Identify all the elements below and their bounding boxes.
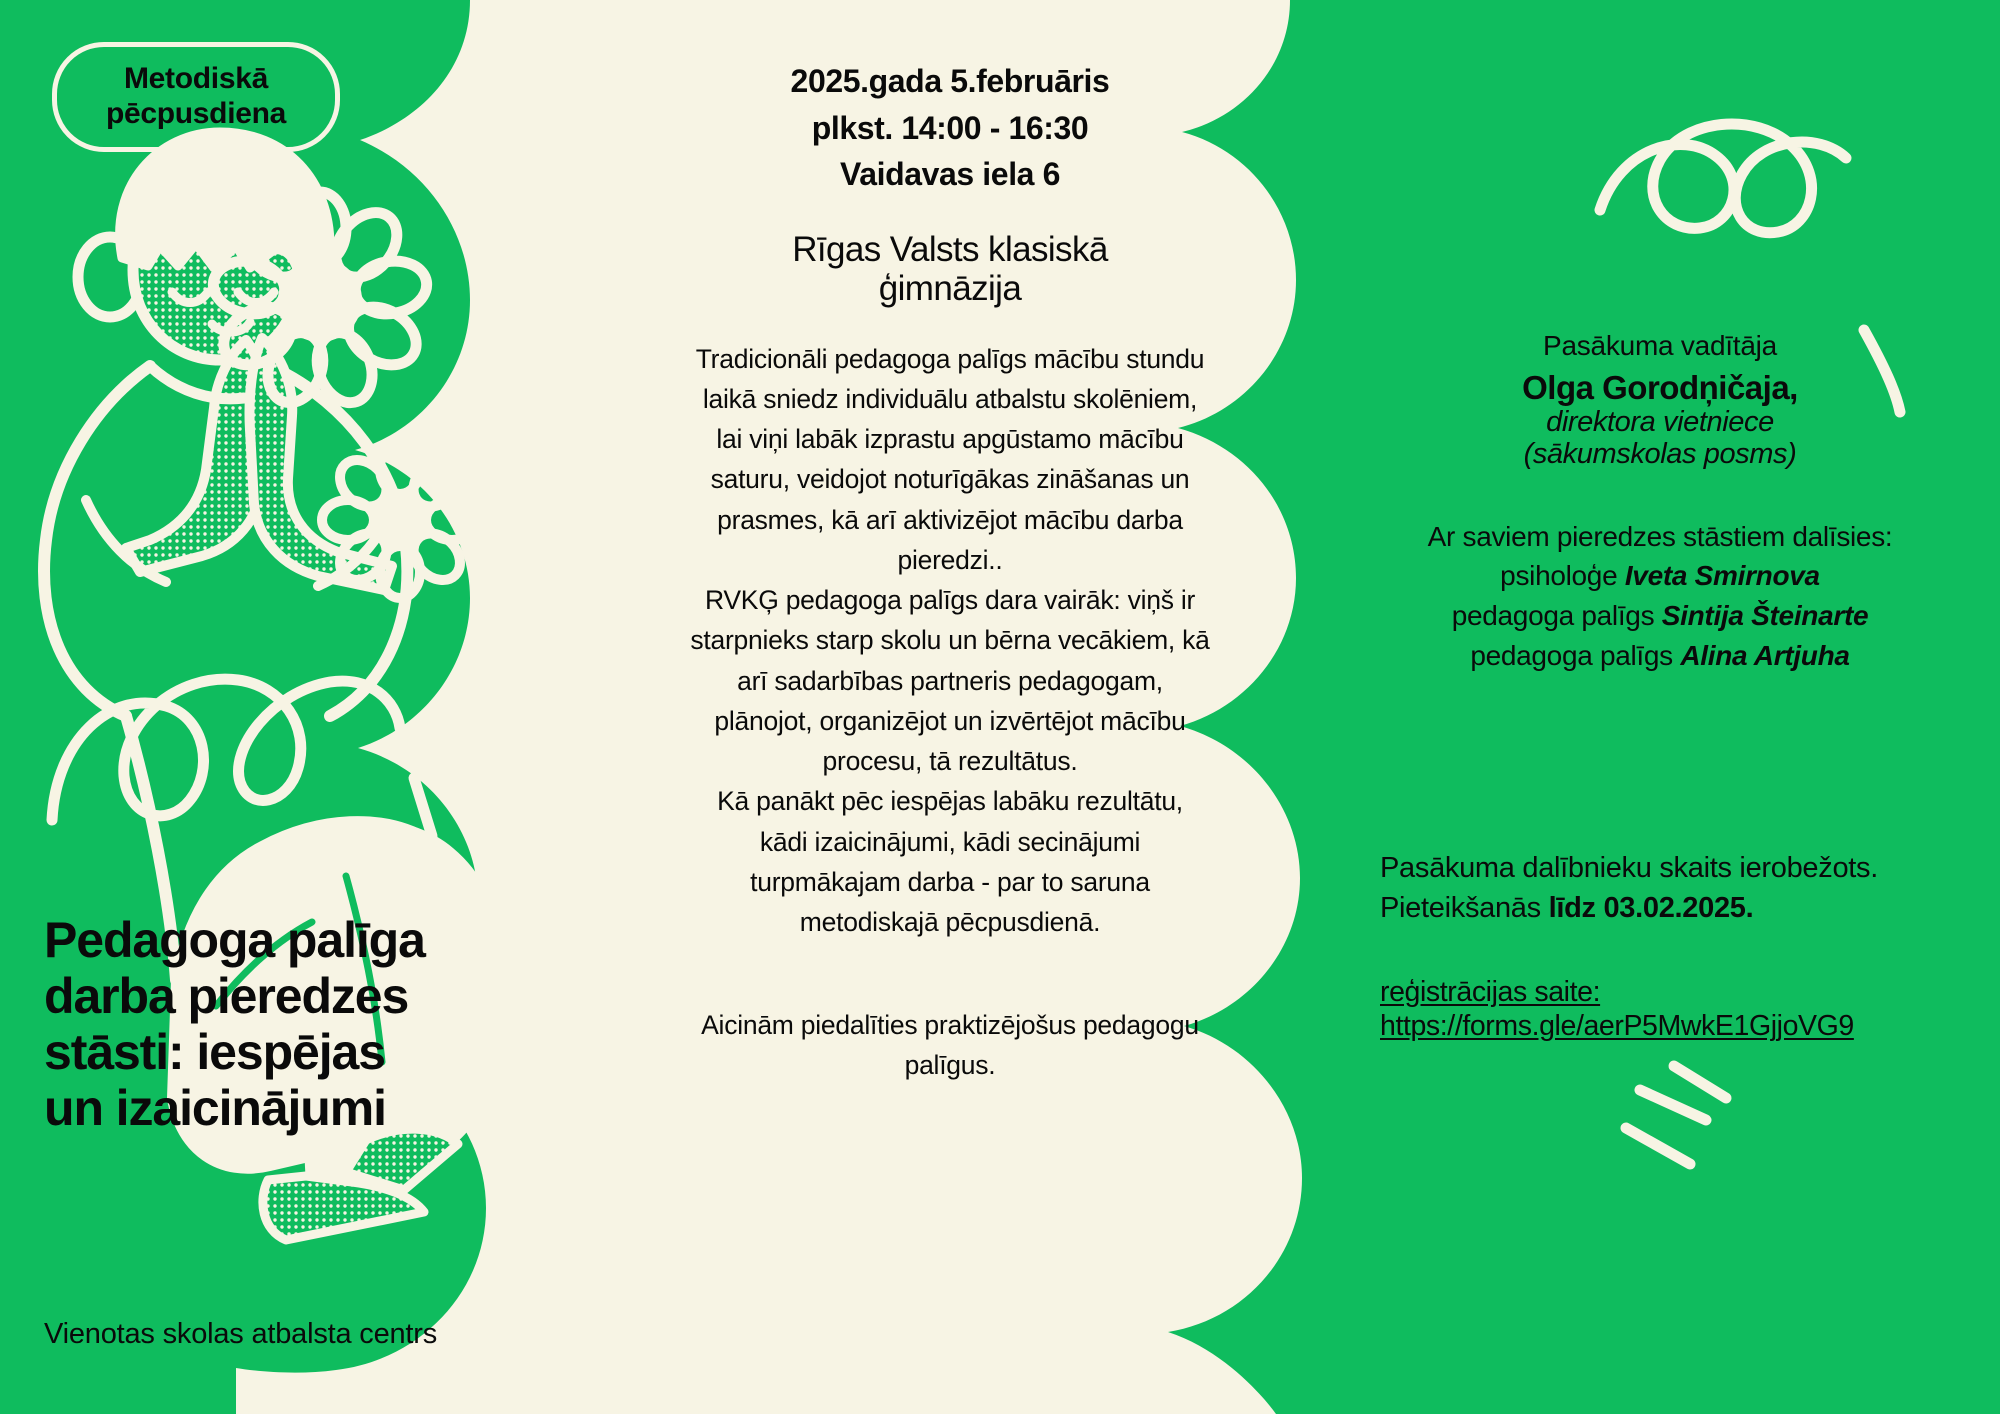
center-column bbox=[690, 58, 1210, 1085]
badge-line-2: pēcpusdiena bbox=[105, 97, 287, 130]
speaker-name: Iveta Smirnova bbox=[1624, 560, 1820, 592]
speaker-role: pedagoga palīgs bbox=[1451, 600, 1662, 632]
body-copy bbox=[690, 339, 1210, 943]
speaker-row bbox=[1380, 596, 1940, 636]
event-address: Vaidavas iela 6 bbox=[840, 156, 1060, 193]
page-title-line-1: Pedagoga palīga bbox=[44, 912, 425, 968]
school-name-line-2: ģimnāzija bbox=[878, 269, 1022, 309]
school-name bbox=[690, 230, 1210, 308]
speaker-row bbox=[1380, 556, 1940, 596]
signup-deadline: līdz 03.02.2025. bbox=[1548, 892, 1754, 925]
registration-link[interactable] bbox=[1380, 976, 1960, 1043]
signup-deadline-prefix: Pieteikšanās bbox=[1380, 892, 1549, 925]
organization-footer: Vienotas skolas atbalsta centrs bbox=[44, 1318, 438, 1350]
body-paragraph-3: Kā panākt pēc iespējas labāku rezultātu, kādi izaicinājumi, kādi secinājumi turpmākajam darba - par to saruna metodiskajā pēcpusdienā. bbox=[717, 786, 1183, 938]
speakers-list bbox=[1380, 517, 1940, 676]
page-title-line-2: darba pieredzes bbox=[44, 968, 409, 1024]
host-role-line-1: direktora vietniece bbox=[1546, 405, 1774, 438]
speaker-row bbox=[1380, 636, 1940, 676]
registration-link-label: reģistrācijas saite: bbox=[1380, 976, 1601, 1008]
speaker-name: Sintija Šteinarte bbox=[1661, 600, 1869, 632]
page-title-line-4: un izaicinājumi bbox=[44, 1080, 386, 1136]
participant-limit-note: Pasākuma dalībnieku skaits ierobežots. bbox=[1380, 852, 1878, 884]
school-name-line-1: Rīgas Valsts klasiskā bbox=[792, 230, 1108, 270]
signup-deadline-row bbox=[1380, 888, 1950, 928]
page-title-line-3: stāsti: iespējas bbox=[44, 1024, 385, 1080]
host-label: Pasākuma vadītāja bbox=[1543, 330, 1777, 361]
page-title bbox=[44, 912, 644, 1136]
right-column bbox=[1380, 330, 1940, 676]
signup-info bbox=[1380, 848, 1950, 928]
event-date: 2025.gada 5.februāris bbox=[790, 63, 1110, 99]
body-paragraph-2: RVKĢ pedagoga palīgs dara vairāk: viņš ir starpnieks starp skolu un bērna vecākiem, kā arī sadarbības partneris pedagogam, plānojot, organizējot un izvērtējot mācību procesu, tā rezultātus. bbox=[690, 585, 1210, 777]
closing-note: Aicinām piedalīties praktizējošus pedagogu palīgus. bbox=[701, 1009, 1199, 1080]
speaker-role: psiholoģe bbox=[1500, 560, 1625, 592]
event-time: plkst. 14:00 - 16:30 bbox=[811, 109, 1089, 146]
registration-link-url: https://forms.gle/aerP5MwkE1GjjoVG9 bbox=[1380, 1009, 1854, 1042]
speaker-role: pedagoga palīgs bbox=[1470, 639, 1681, 671]
event-meta bbox=[690, 58, 1210, 198]
speakers-intro: Ar saviem pieredzes stāstiem dalīsies: bbox=[1427, 520, 1893, 552]
badge-line-1: Metodiskā bbox=[123, 62, 268, 96]
host-role-line-2: (sākumskolas posms) bbox=[1523, 437, 1797, 470]
speaker-name: Alina Artjuha bbox=[1680, 639, 1850, 671]
body-paragraph-1: Tradicionāli pedagoga palīgs mācību stundu laikā sniedz individuālu atbalstu skolēniem, lai viņi labāk izprastu apgūstamo mācību saturu, veidojot noturīgākas zināšanas un prasmes, kā arī aktivizējot mācību darba pieredzi.. bbox=[695, 343, 1205, 575]
host-name: Olga Gorodņičaja, bbox=[1522, 369, 1798, 406]
